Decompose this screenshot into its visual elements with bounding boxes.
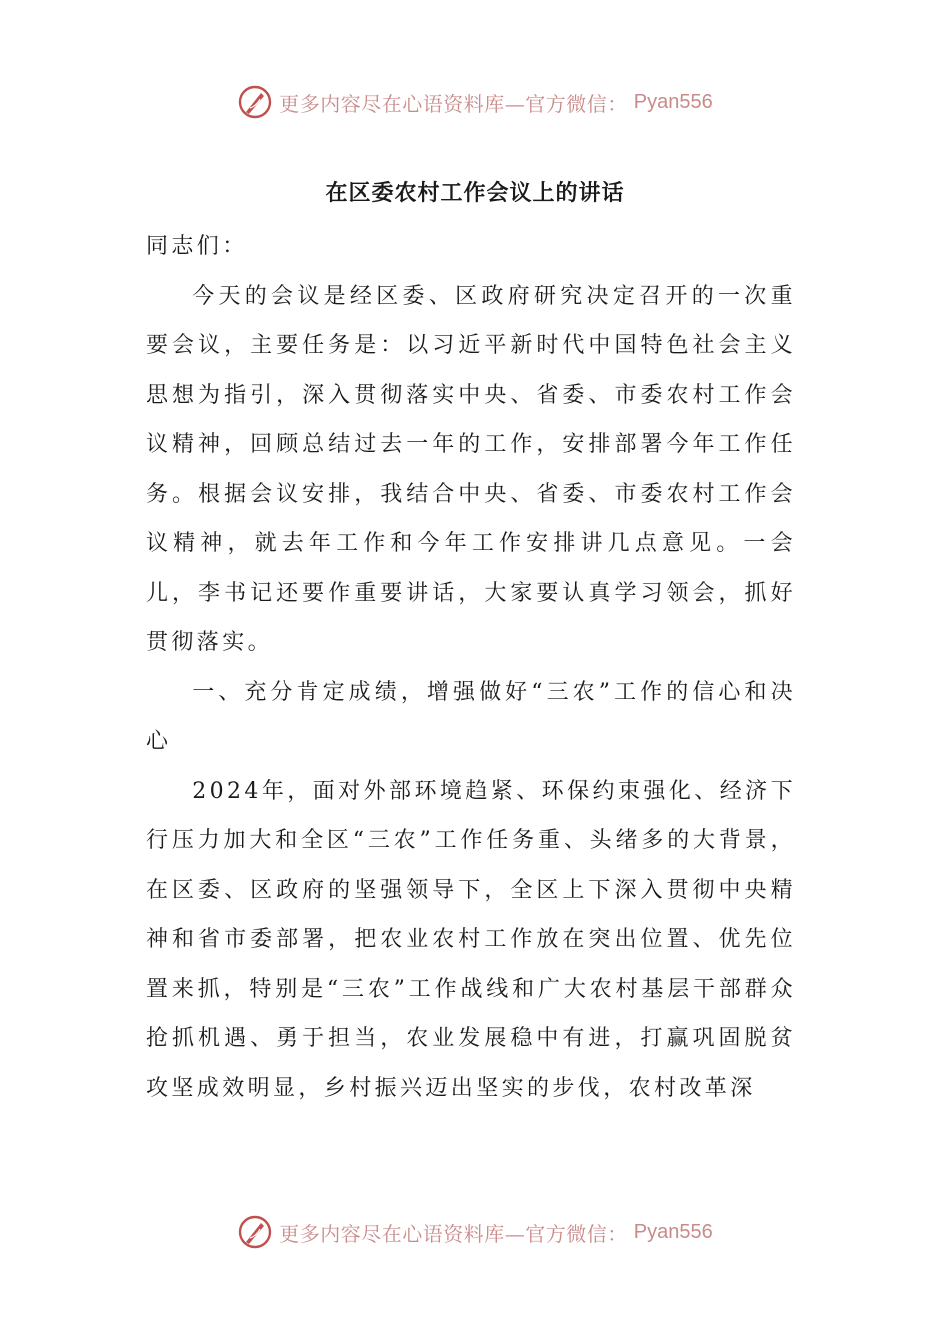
document-title: 在区委农村工作会议上的讲话	[325, 181, 625, 206]
body-paragraph: 2024年，面对外部环境趋紧、环保约束强化、经济下行压力加大和全区“三农”工作任务重、头绪多的大背景，在区委、区政府的坚强领导下，全区上下深入贯彻中央精神和省市委部署，把农业农村工作放在突出位置、优先位置来抓，特别是“三农”工作战线和广大农村基层干部群众抢抓机遇、勇于担当，农业发展稳中有进，打赢巩固脱贫攻坚成效明显，乡村振兴迈出坚实的步伐，农村改革深	[146, 778, 796, 1101]
watermark-wechat-id: Pyan556	[633, 1220, 713, 1243]
document-body	[146, 222, 796, 1113]
section-heading: 一、充分肯定成绩，增强做好“三农”工作的信心和决心	[146, 679, 796, 754]
salutation: 同志们：	[146, 234, 248, 259]
body-paragraph: 今天的会议是经区委、区政府研究决定召开的一次重要会议，主要任务是：以习近平新时代中国特色社会主义思想为指引，深入贯彻落实中央、省委、市委农村工作会议精神，回顾总结过去一年的工作，安排部署今年工作任务。根据会议安排，我结合中央、省委、市委农村工作会议精神，就去年工作和今年工作安排讲几点意见。一会儿，李书记还要作重要讲话，大家要认真学习领会，抓好贯彻落实。	[146, 283, 796, 655]
watermark-text: 更多内容尽在心语资料库—官方微信：	[279, 1221, 628, 1246]
footer-watermark	[0, 1210, 950, 1254]
watermark-wechat-id: Pyan556	[633, 90, 713, 113]
quill-pen-icon	[237, 1214, 273, 1250]
header-watermark	[0, 80, 950, 124]
quill-pen-icon	[237, 84, 273, 120]
watermark-text: 更多内容尽在心语资料库—官方微信：	[279, 91, 628, 116]
